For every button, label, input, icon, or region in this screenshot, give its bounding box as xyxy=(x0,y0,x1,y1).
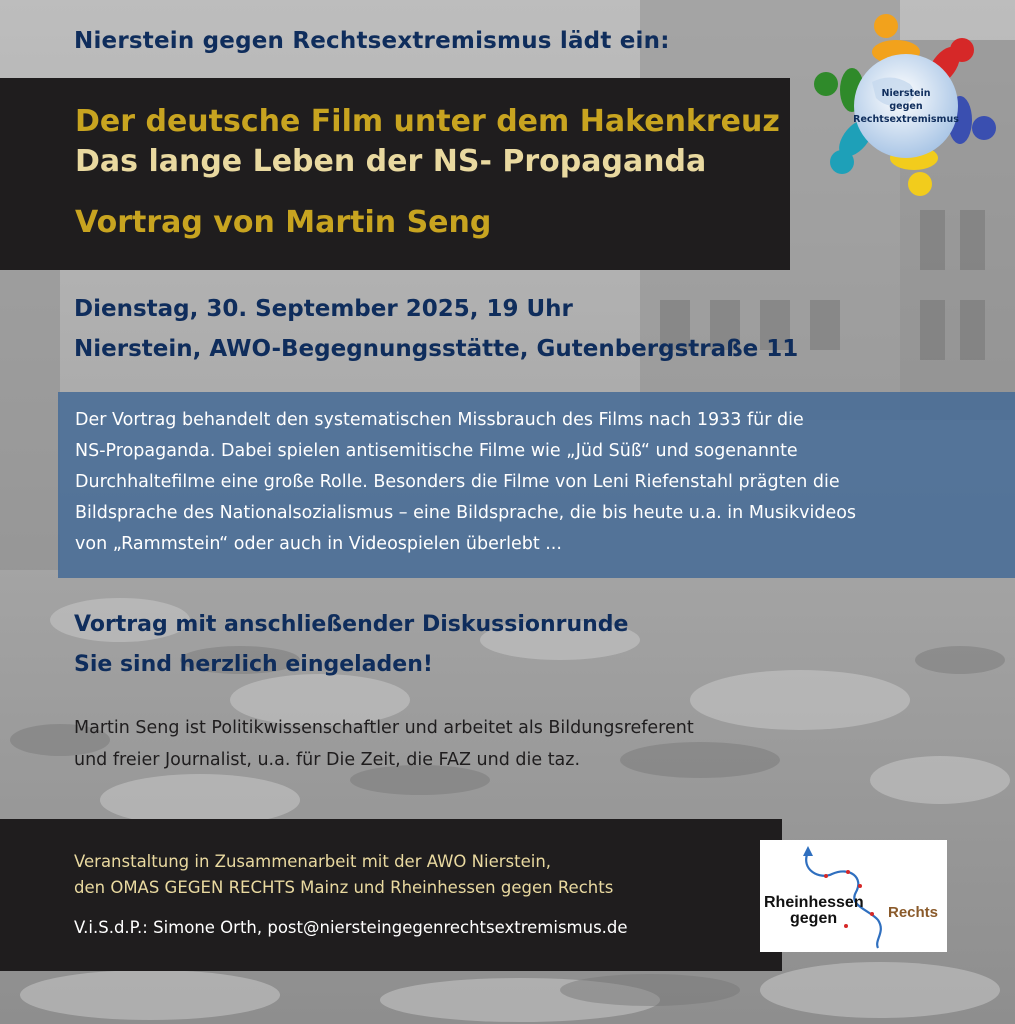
speaker-line: Vortrag von Martin Seng xyxy=(75,205,492,240)
description-line: Der Vortrag behandelt den systematischen Missbrauch des Films nach 1933 für die xyxy=(75,410,804,430)
description-line: Bildsprache des Nationalsozialismus – eine Bildsprache, die bis heute u.a. in Musikvideos xyxy=(75,503,857,523)
description-line: Durchhaltefilme eine große Rolle. Besonders die Filme von Leni Riefenstahl prägten die xyxy=(75,472,840,492)
logo-text-gegen: gegen xyxy=(889,101,923,112)
speaker-bio-line: Martin Seng ist Politikwissenschaftler und arbeitet als Bildungsreferent xyxy=(74,718,694,738)
description-line: NS-Propaganda. Dabei spielen antisemitische Filme wie „Jüd Süß“ und sogenannte xyxy=(75,441,798,461)
logo-word-rechts: Rechts xyxy=(888,904,939,921)
logo-word-gegen: gegen xyxy=(790,910,838,927)
logo-text-rechtsextremismus: Rechtsextremismus xyxy=(853,114,959,125)
cooperation-line: den OMAS GEGEN RECHTS Mainz und Rheinhessen gegen Rechts xyxy=(74,878,614,897)
description-line: von „Rammstein“ oder auch in Videospielen überlebt ... xyxy=(75,534,562,554)
invite-header: Nierstein gegen Rechtsextremismus lädt ein: xyxy=(74,28,670,54)
speaker-bio-line: und freier Journalist, u.a. für Die Zeit, die FAZ und die taz. xyxy=(74,750,581,770)
event-location: Nierstein, AWO-Begegnungsstätte, Gutenbergstraße 11 xyxy=(74,336,799,362)
rheinhessen-logo xyxy=(760,840,947,952)
discussion-note: Vortrag mit anschließender Diskussionrunde xyxy=(74,612,629,637)
event-date: Dienstag, 30. September 2025, 19 Uhr xyxy=(74,296,573,322)
logo-word-rheinhessen: Rheinhessen xyxy=(764,894,864,911)
welcome-note: Sie sind herzlich eingeladen! xyxy=(74,652,433,677)
event-title: Der deutsche Film unter dem Hakenkreuz xyxy=(75,104,780,139)
visdp-contact: V.i.S.d.P.: Simone Orth, post@niersteingegenrechtsextremismus.de xyxy=(74,918,628,937)
nierstein-logo xyxy=(812,12,1000,200)
logo-text-nierstein: Nierstein xyxy=(881,88,931,99)
event-subtitle: Das lange Leben der NS- Propaganda xyxy=(75,144,707,179)
cooperation-line: Veranstaltung in Zusammenarbeit mit der AWO Nierstein, xyxy=(74,852,552,871)
